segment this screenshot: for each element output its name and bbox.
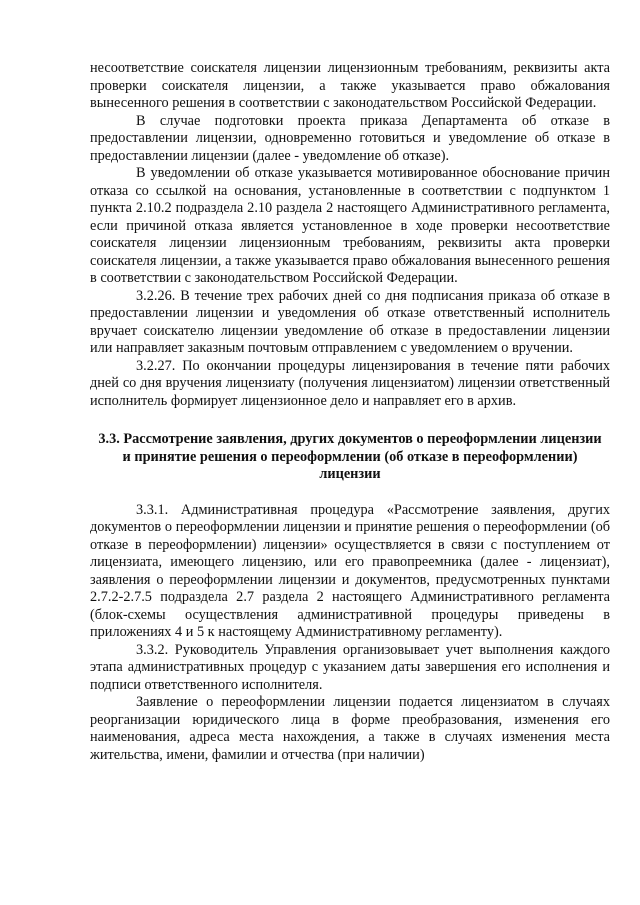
paragraph-refusal-notice-prep: В случае подготовки проекта приказа Департамента об отказе в предоставлении лицензии, одновременно готовиться и уведомление об отказе в предоставлении лицензии (далее - уведомление об отказе). — [90, 112, 610, 164]
section-heading-3-3: 3.3. Рассмотрение заявления, других документов о переоформлении лицензии и принятие решения о переоформлении (об отказе в переоформлении) лицензии — [98, 431, 602, 482]
text-block-after — [90, 502, 610, 765]
text-block-before — [90, 60, 610, 410]
paragraph-refusal-notice-content: В уведомлении об отказе указывается мотивированное обоснование причин отказа со ссылкой на основания, установленные в соответствии с подпунктом 1 пункта 2.10.2 подраздела 2.10 раздела 2 настоящего Административного регламента, если причиной отказа является установленное в ходе проверки несоответствие соискателя лицензии лицензионным требованиям, реквизиты акта проверки соискателя лицензии, а также указывается право обжалования вынесенного решения в соответствии с законодательством Российской Федерации. — [90, 165, 610, 286]
paragraph-3-2-27: 3.2.27. По окончании процедуры лицензирования в течение пяти рабочих дней со дня вручения лицензиату (получения лицензиатом) лицензии ответственный исполнитель формирует лицензионное дело и направляет его в архив. — [90, 357, 610, 409]
paragraph-reissue-application: Заявление о переоформлении лицензии подается лицензиатом в случаях реорганизации юридического лица в форме преобразования, изменения его наименования, адреса места нахождения, а также в случаях изменения места жительства, имени, фамилии и отчества (при наличии) — [90, 694, 610, 763]
paragraph-3-3-2: 3.3.2. Руководитель Управления организовывает учет выполнения каждого этапа административных процедур с указанием даты завершения его исполнения и подписи ответственного исполнителя. — [90, 641, 610, 693]
paragraph-3-2-26: 3.2.26. В течение трех рабочих дней со дня подписания приказа об отказе в предоставлении лицензии и уведомления об отказе ответственный исполнитель вручает соискателю лицензии уведомление об отказе в предоставлении лицензии или направляет заказным почтовым отправлением с уведомлением о вручении. — [90, 287, 610, 356]
paragraph-continuation: несоответствие соискателя лицензии лицензионным требованиям, реквизиты акта проверки соискателя лицензии, а также указывается право обжалования вынесенного решения в соответствии с законодательством Российской Федерации. — [90, 60, 610, 111]
paragraph-3-3-1: 3.3.1. Административная процедура «Рассмотрение заявления, других документов о переоформлении лицензии и принятие решения о переоформлении (об отказе в переоформлении) лицензии» осуществляется в связи с поступлением от лицензиата, имеющего лицензию, или его правопреемника (далее - лицензиат), заявления о переоформлении лицензии и документов, предусмотренных пунктами 2.7.2-2.7.5 подраздела 2.7 раздела 2 настоящего Административного регламента (блок-схемы осуществления административной процедуры приведены в приложениях 4 и 5 к настоящему Административному регламенту). — [90, 501, 610, 640]
